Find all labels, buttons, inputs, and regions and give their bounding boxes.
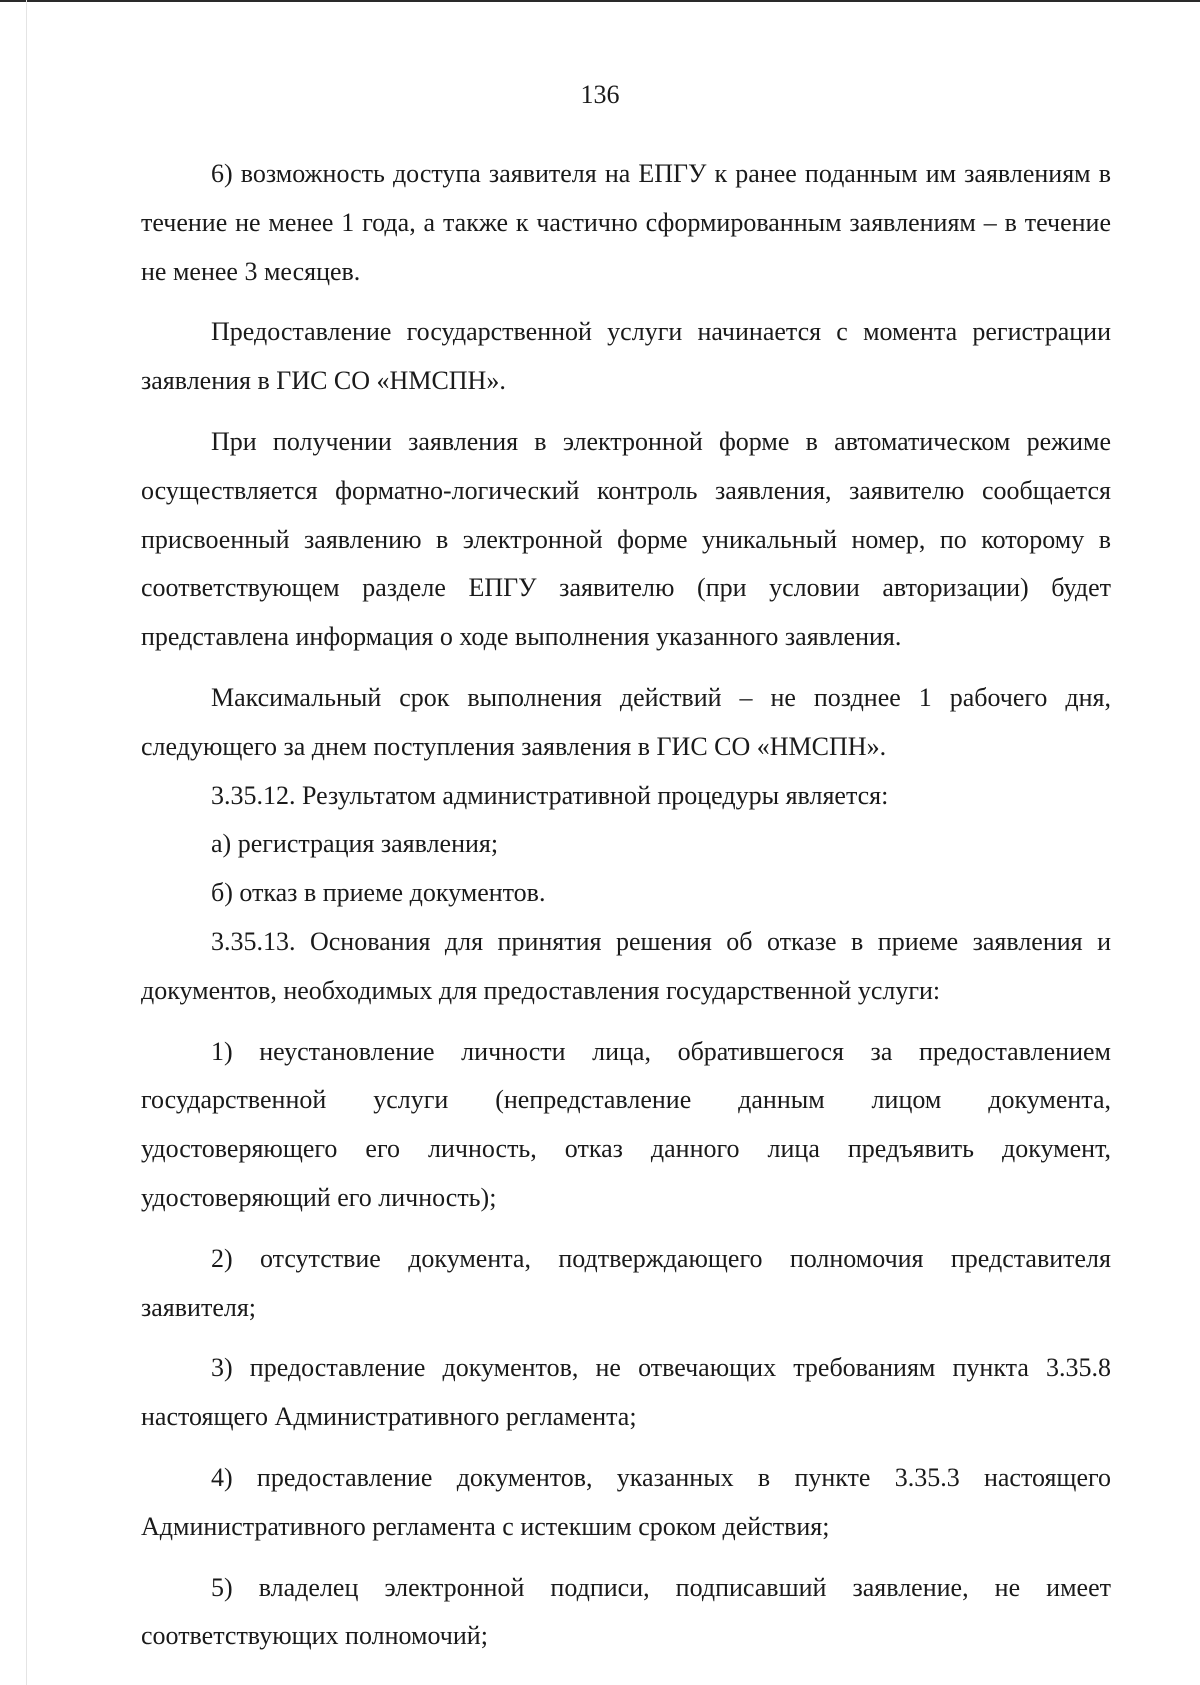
paragraph-reason-3: 3) предоставление документов, не отвечающих требованиям пункта 3.35.8 настоящего Административного регламента; [141,1353,1111,1432]
paragraph-electronic-receipt: При получении заявления в электронной форме в автоматическом режиме осуществляется форматно-логический контроль заявления, заявителю сообщается присвоенный заявлению в электронной форме уникальный номер, по которому в соответствующем разделе ЕПГУ заявителю (при условии авторизации) будет представлена информация о ходе выполнения указанного заявления. [141,426,1111,652]
page-top-border [0,0,1200,2]
paragraph-item-b: б) отказ в приеме документов. [211,878,546,908]
paragraph-max-term: Максимальный срок выполнения действий – не позднее 1 рабочего дня, следующего за днем поступления заявления в ГИС СО «НМСПН». [141,682,1111,761]
paragraph-item-a: а) регистрация заявления; [211,829,499,859]
paragraph-reason-5: 5) владелец электронной подписи, подписавший заявление, не имеет соответствующих полномочий; [141,1572,1111,1651]
paragraph-service-start: Предоставление государственной услуги начинается с момента регистрации заявления в ГИС СО «НМСПН». [141,317,1111,396]
paragraph-reason-2: 2) отсутствие документа, подтверждающего полномочия представителя заявителя; [141,1243,1111,1322]
page-number: 136 [580,80,620,109]
document-body [141,150,1111,1661]
paragraph-3-35-13: 3.35.13. Основания для принятия решения об отказе в приеме заявления и документов, необходимых для предоставления государственной услуги: [141,926,1111,1005]
paragraph-reason-1: 1) неустановление личности лица, обратившегося за предоставлением государственной услуги (непредставление данным лицом документа, удостоверяющего его личность, отказ данного лица предъявить документ, удостоверяющий его личность); [141,1036,1111,1212]
page-left-edge [26,0,27,1685]
paragraph-item-6-access: 6) возможность доступа заявителя на ЕПГУ к ранее поданным им заявлениям в течение не менее 1 года, а также к частично сформированным заявлениям – в течение не менее 3 месяцев. [141,159,1111,286]
paragraph-reason-4: 4) предоставление документов, указанных в пункте 3.35.3 настоящего Административного регламента с истекшим сроком действия; [141,1462,1111,1541]
paragraph-3-35-12: 3.35.12. Результатом административной процедуры является: [211,780,889,810]
